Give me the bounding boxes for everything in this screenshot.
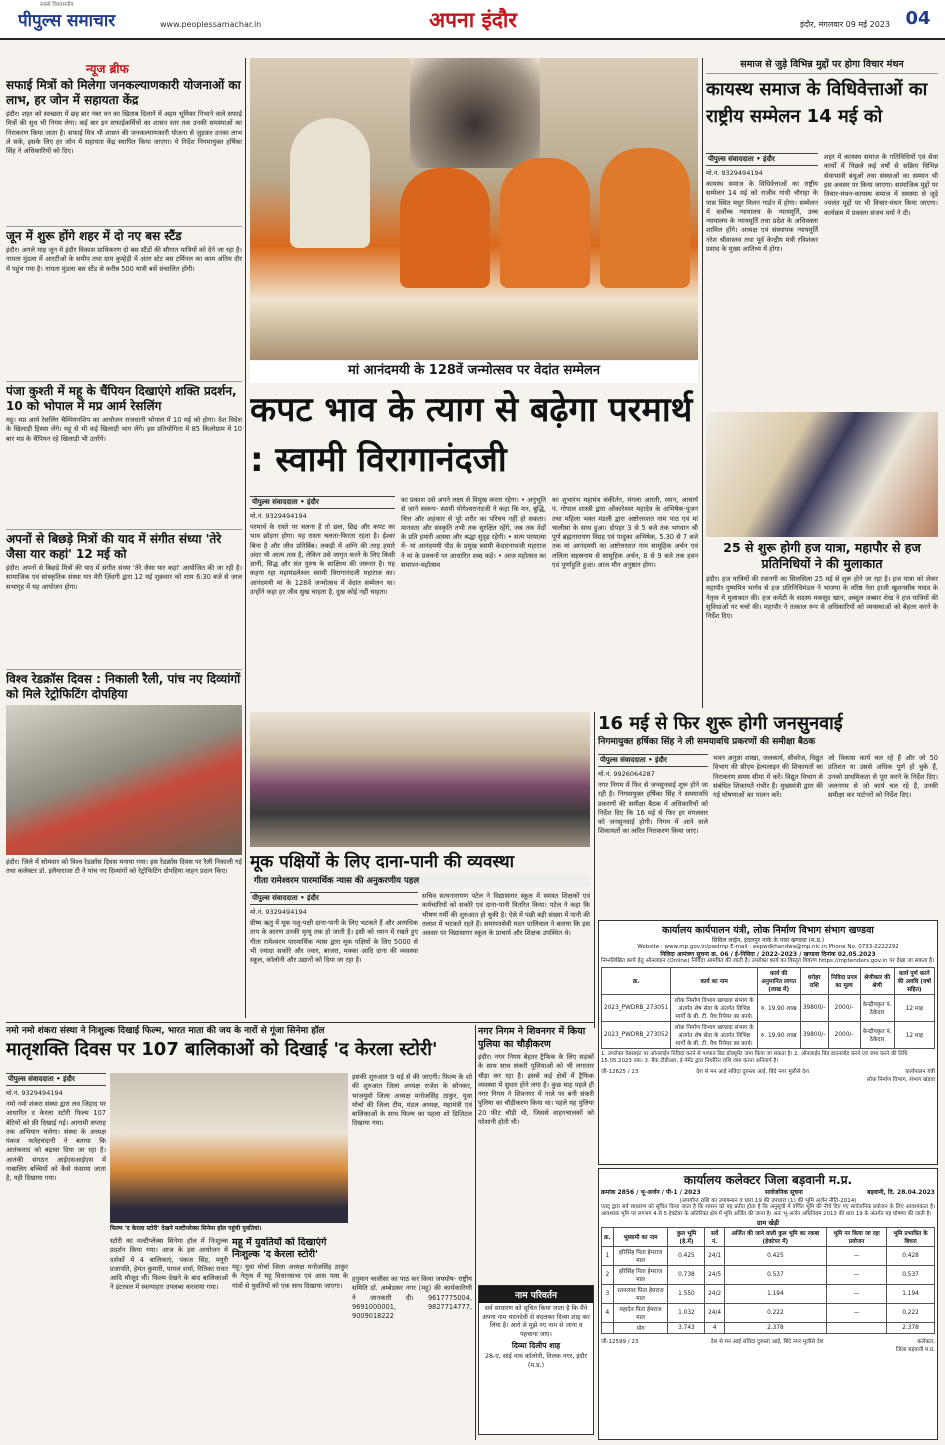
reporter-mobile: मो.नं. 9329494194 xyxy=(6,1089,63,1097)
byline: पीपुल्स संवाददाता • इंदौर xyxy=(598,754,708,767)
website[interactable]: www.peoplessamachar.in xyxy=(160,20,262,29)
haj-body: इंदौर। हज यात्रियों की रवानगी का सिलसिला 25 मई से शुरू होने जा रहा है। हज यात्रा को लेकर महापौर पुष्यमित्र भार्गव से हज प्रतिनिधिमंडल ने भाजपा के वरिष्ठ नेता हाजी खुशनसीब यादव के नेतृत्व में मुलाकात की। हज कमेटी के सदस्य मकसूद खान, अब्दुल जब्बार शेख ने हज यात्रियों की सुविधाओं पर चर्चा की। महापौर ने तत्काल रूप से अधिकारियों को व्यवस्थाओं को बेहतर करने के निर्देश दिए। xyxy=(706,575,938,621)
pwd-address: सिविल लाईन, इंदलपुर नाके के पास खण्डवा (म.प्र.) xyxy=(711,937,825,944)
culvert-headline: नगर निगम ने शिवनगर में किया पुलिया का चौड़ीकरण xyxy=(478,1026,586,1050)
collector-table xyxy=(601,1227,935,1334)
collector-title: कार्यालय कलेक्टर जिला बड़वानी म.प्र. xyxy=(683,1173,853,1187)
article-column: का शुभारंभ महामंत्र संकीर्तन, मंगला आरती, ध्यान, आचार्य पं. गोपाल शास्त्री द्वारा ओंकारेश्वर महादेव के अभिषेक-पूजन तथा महिला भक्त मंडली द्वारा अष्टोत्तरशत नाम पाठ एवं मां चालीसा के साथ हुआ। दोपहर 3 से 5 बजे तक भगवान श्री पूर्ण ब्रह्मनारायण विग्रह एवं पादुका अभिषेक, 5.30 से 7 बजे तक मां आनंदमयी का अष्टोत्तरशत नाम सामूहिक अर्चन एवं ललिता सहस्रनाम से सामूहिक अर्चन, 8 से 9 बजे तक हवन एवं पूर्णाहुति हुआ। आज मौन अनुष्ठान होगा। xyxy=(552,496,698,570)
brief-item xyxy=(6,381,242,529)
brief-headline: सफाई मित्रों को मिलेगा जनकल्याणकारी योजनाओं का लाभ, हर जोन में सहायता केंद्र xyxy=(6,78,241,107)
news-brief-column xyxy=(6,60,242,1020)
byline: पीपुल्स संवाददाता • इंदौर xyxy=(706,153,818,166)
article-column: सचिव सत्यनारायण पटेल ने विद्यासागर स्कूल में समस्त शिक्षकों एवं कर्मचारियों को सकोरे एवं दाना-पानी वितरित किया। पटेल ने कहा कि भीषण गर्मी की शुरुआत हो चुकी है। ऐसे में पंछी बड़ी संख्या में पानी की तलाश में भटकते रहते हैं। समापनसेवी मदन पालिवाल ने बताया कि इस अवसर पर विद्यासागर स्कूल के प्राचार्य और शिक्षक उपस्थित थे। xyxy=(422,892,590,938)
kerala-kicker: नमो नमो शंकरा संस्था ने निःशुल्क दिखाई फिल्म, भारत माता की जय के नारों से गूंजा सिनेमा हॉल xyxy=(6,1026,325,1036)
table-header: सर्वे नं. xyxy=(705,1228,724,1247)
dateline: इंदौर, मंगलवार 09 मई 2023 xyxy=(800,20,890,29)
article-column: स्टोरी का मल्टीप्लेक्स सिनेमा हॉल में निःशुल्क प्रदर्शन किया गया। आज के इस आयोजन में दर्शकों में 4 बालिकाएं, पंकज सिंह, मयूरी प्रजापति, हेमंत कुमारी, पायल शर्मा, रितिका रावत आदि मौजूद थीं। फिल्म देखने के बाद बालिकाओं ने इंटरवल में स्वल्पाहार उपलब्ध करवाया गया। xyxy=(110,1237,228,1292)
kayastha-kicker: समाज से जुड़े विभिन्न मुद्दों पर होगा विचार मंथन xyxy=(706,58,938,74)
name-change-address: 28-ए, सांई नाथ कॉलोनी, तिलक नगर, इंदौर (म.प्र.) xyxy=(485,1353,587,1369)
ad-signer: कार्यपालन यंत्री लोक निर्माण विभाग, संभाग खंडवा xyxy=(866,1069,935,1083)
haj-photo xyxy=(706,412,938,537)
collector-notice-type: सार्वजनिक सूचना xyxy=(765,1189,803,1196)
name-change-name: दिव्या दिलीप शाह xyxy=(511,1341,561,1350)
culvert-block xyxy=(478,1025,594,1280)
brief-headline: अपनों से बिछड़े मित्रों की याद में संगीत संध्या 'तेरे जैसा यार कहां' 12 मई को xyxy=(6,532,222,561)
table-header: भूमि प्रभावित के बिचरा xyxy=(887,1228,935,1247)
mahu-body: महू। युवा मोर्चा जिला अध्यक्ष मनोजसिंह ठाकुर के नेतृत्व में महू विधानसभा एवं आस पास के गांवों से युवतियों को एक साथ दिखाया जाएगा। xyxy=(232,1263,348,1290)
name-change-ad xyxy=(478,1285,594,1435)
table-header: भूस्वामी का नाम xyxy=(613,1228,668,1247)
name-change-title: नाम परिवर्तन xyxy=(479,1286,593,1303)
kayastha-headline: कायस्थ समाज के विधिवेत्ताओं का राष्ट्रीय सम्मेलन 14 मई को xyxy=(706,79,928,127)
table-header: क्र. xyxy=(602,968,671,995)
saint-figure xyxy=(290,118,370,248)
reporter-mobile: मो.नं. 9329494194 xyxy=(706,169,763,177)
brief-body: इंदौर। जिले में सोमवार को विश्व रेडक्रॉस दिवस मनाया गया। इस रेडक्रॉस दिवस पर रैली निकाली गई तथा कलेक्टर डॉ. इलैयाराजा टी ने पांच नए दिव्यांगों को रेट्रोफिटिंग दोपहिया वाहन प्रदान किए। xyxy=(6,858,242,876)
vedant-article xyxy=(250,496,698,711)
table-header: भूमि पर किया जा रहा प्रयोजन xyxy=(827,1228,887,1247)
pwd-contact: Website : www.mp.gov.in/pwdmp E-mail : eepwdkhandwa@mp.nic.in Phone No. 0733-2222292 xyxy=(637,944,899,950)
table-header: कार्य का नाम xyxy=(671,968,757,995)
reporter-mobile: मो.नं. 9329494194 xyxy=(250,908,307,916)
article-column: कायस्थ समाज के विधिवेत्ताओं का राष्ट्रीय सम्मेलन 14 मई को राजीव गांधी चौराहा के पास स्थित मधुर मिलन गार्डन में होगा। सम्मेलन में सर्वोच्च न्यायालय के न्यायमूर्ति, उच्च न्यायालय के न्यायमूर्ति तथा प्रदेश के अधिवक्ता शामिल होंगे। अध्यक्ष एवं संस्थापक न्यायमूर्ति नरेश श्रीवास्तव तथा पूर्व केन्द्रीय मंत्री रविशंकर प्रसाद के मुख्य आतिथ्य में होगा। xyxy=(706,180,818,254)
jansunwai-block xyxy=(598,712,938,917)
brief-body: महू। मप्र आर्म रेसलिंग चैम्पियनशिप का आयोजन राजधानी भोपाल में 10 मई को होगा। देश विदेश के खिलाड़ी हिस्सा लेंगे। महू से भी कई खिलाड़ी भाग लेंगे। इस प्रतियोगिता में 85 किलोग्राम में 10 बार मप्र के चैंपियन रहे खिलाड़ी भी उतरेंगे। xyxy=(6,416,242,443)
collector-notice-ad xyxy=(598,1168,938,1440)
kerala-photo xyxy=(110,1073,348,1223)
brief-body: इंदौर। शहर को स्वच्छता में छह बार नंबर वन का खिताब दिलाने में अहम भूमिका निभाने वाले सफाई मित्रों की सुध भी निगम लेगा। कई बार इन सफाईकर्मियों का शासन स्तर तक उनकी समस्याओं का निराकरण किया जाता है। सफाई मित्र भी शासन की जनकल्याणकारी योजना से जुड़कर उनका लाभ ले सकें, इसके लिए हर जोन में सहायता केंद्र स्थापित किया जाएगा। ये निर्देश निगमायुक्त हर्षिका सिंह ने अधिकारियों को दिए। xyxy=(6,110,242,156)
byline: पीपुल्स संवाददाता • इंदौर xyxy=(250,496,395,509)
brief-headline: विश्व रेडक्रॉस दिवस : निकाली रैली, पांच नए दिव्यांगों को मिले रेट्रोफिटिंग दोपहिया xyxy=(6,672,241,701)
pwd-tender-ad xyxy=(598,920,938,1165)
brief-headline: पंजा कुश्ती में महू के चैंपियन दिखाएंगे शक्ति प्रदर्शन, 10 को भोपाल में मप्र आर्म रेसलिंग xyxy=(6,384,237,413)
table-row: 2023_PWDRB_273051 लोक निर्माण विभाग खण्डवा संभाग के अंतर्गत शेष सेवा के अंतर्गत विभिन्न मार्गों के बी. टी. पैच रिपेयर का कार्य। रु. 19.90 लाख 39800/- 2000/- केन्द्रीयकृत पं. ठेकेदार 12 माह xyxy=(602,995,935,1022)
saint-figure xyxy=(400,168,490,288)
ad-code: जी-12625 / 23 xyxy=(601,1069,639,1075)
brief-item xyxy=(6,78,242,226)
table-header: धरोहर राशि xyxy=(800,968,828,995)
birds-headline: मूक पक्षियों के लिए दाना-पानी की व्यवस्था xyxy=(250,852,514,872)
byline: पीपुल्स संवाददाता • इंदौर xyxy=(250,892,418,905)
article-column: जो विकास कार्य चल रहे हैं और जो 50 प्रतिशत या उससे अधिक पूर्ण हो चुके हैं, उनको प्राथमिकता से पूरा करने के निर्देश दिए। जलनगम से जो कार्य चल रहे हैं, उनकी समीक्षा कर पार्टनरों को निर्देश दिए। xyxy=(828,754,938,800)
masthead xyxy=(0,0,945,40)
birds-photo xyxy=(250,712,590,847)
birds-block xyxy=(250,850,590,1020)
kayastha-block xyxy=(706,58,938,408)
ad-slogan: देश से मन आई संविदा दुरुस्ता आई, बिंदे नगर मुलीसे देश xyxy=(710,1339,824,1345)
jansunwai-headline: 16 मई से फिर शुरू होगी जनसुनवाई xyxy=(598,713,843,734)
brief-body: इंदौर। अगले माह जून में इंदौर विकास प्राधिकरण दो बस स्टैंडों की सौगात यात्रियों को देने जा रहा है। नायता मुंडला में आरटीओ के समीप तथा ग्राम कुम्हेड़ी में अंतर स्टेट बस टर्मिनल का काम अंतिम दौर में पहुंच गया है। नायता मुंडला बस स्टैंड से करीब 500 यात्री बसें संचालित होंगी। xyxy=(6,246,242,273)
ad-signer: कलेक्टर, जिला बड़वानी म.प्र. xyxy=(895,1339,935,1353)
ad-slogan: देश से मन आई संविदा दुरुस्ता आई, बिंदे नगर मुलीसे देश xyxy=(696,1069,809,1075)
page-number: 04 xyxy=(905,8,931,29)
pwd-table xyxy=(601,967,935,1049)
pwd-notice: निविदा आमंत्रण सूचना क्र. 06 / ई-निविदा / 2022-2023 / खण्डवा दिनांक 02.05.2023 xyxy=(660,951,876,958)
ad-code: जी-12599 / 23 xyxy=(601,1339,639,1345)
reporter-mobile: मो.नं. 9329494194 xyxy=(250,512,307,520)
table-header: कुल भूमि (हे.में) xyxy=(668,1228,705,1247)
brief-item xyxy=(6,226,242,381)
kerala-contacts: हनुमान चालीसा का पाठ कर किया जयघोष- राष्ट्रीय समिति डॉ. अम्बेडकर नगर (महू) की कार्यकारिणी ने जानकारी दी। 9617775004, 9691000001, 9827714777, 9009018222 xyxy=(352,1275,472,1321)
brief-body: इंदौर। अपनों से बिछड़े मित्रों की याद में संगीत संध्या 'तेरे जैसा यार कहां' आयोजित की जा रही है। सामाजिक एवं सांस्कृतिक संस्था यार मेरी ज़िंदगी द्वारा 12 मई शुक्रवार को शाम 6:30 बजे से जाल सभागृह में यह आयोजन होगा। xyxy=(6,564,242,591)
redcross-photo xyxy=(6,705,242,855)
collector-body: एतद् द्वारा सर्व साधारण को सूचित किया जाता है कि शासन को यह प्रतीत होता है कि अनुसूची में वर्णित भूमि की नीचे दिए गए सार्वजनिक प्रयोजन के लिए आवश्यकता है। आवश्यक भूमि पर लगभग 4 से 5 हेक्टेयर के अतिरिक्त क्षेत्र में भूमि अर्जित की जाना है। अतः भू-अर्जन अधिनियम 2013 की धारा 19 के अंतर्गत यह घोषणा की जाती है। xyxy=(601,1204,935,1217)
table-header: श्रेणीकार की श्रेणी xyxy=(860,968,894,995)
table-row: 4 महादेव पिता हेमराज माल 1.032 24/4 0.222 — 0.222 xyxy=(602,1304,935,1323)
news-brief-label: न्यूज ब्रीफ xyxy=(86,62,129,76)
collector-refno: क्रमांक 2856 / भू-अर्जन / पी-1 / 2023 xyxy=(601,1189,701,1196)
birds-subhead: गीता रामेश्वरम पारमार्थिक न्यास की अनुकरणीय पहल xyxy=(250,874,590,887)
haj-headline: 25 से शुरू होगी हज यात्रा, महापौर से हज प्रतिनिधियों ने की मुलाकात xyxy=(723,540,921,571)
table-header: अर्जित की जाने वाली कुल भूमि का रकबा (हेक्टेयर में) xyxy=(724,1228,826,1247)
haj-block xyxy=(706,540,938,710)
table-header: क्र. xyxy=(602,1228,614,1247)
collector-subtitle: (अपर्याप्त राशि का उपाबन्धन व धारा 19 की उपधारा (1) की भूमि अर्जन नीति-2014) xyxy=(679,1198,857,1204)
byline: पीपुल्स संवाददाता • इंदौर xyxy=(6,1073,106,1086)
article-column: नमो नमो शंकरा संस्था द्वारा लव जिहाद पर आधारित द केरला स्टोरी फिल्म 107 बेटियों को फ्री दिखाई गई। आगामी सप्ताह तक अभियान चलेगा। संस्था के अध्यक्ष पंकज फतेहचंदानी ने बताया कि आतंकवाद को बढ़ावा दिया जा रहा है। आतंकी संगठन आईएसआईएस में नाबालिग बच्चियों को कैसे फंसाया जाता है, यही दिखाया गया। xyxy=(6,1100,106,1183)
jansunwai-subhead: निगमायुक्त हर्षिका सिंह ने ली समयावधि प्रकरणों की समीक्षा बैठक xyxy=(598,737,816,747)
table-header: कार्य की अनुमानित लागत (लाख में) xyxy=(757,968,800,995)
article-column: इसकी शुरुआत 9 मई से की जाएगी। फिल्म के शो की शुरुआत जिला अध्यक्ष राजेश के सोनकर, भाजयुमो जिला अध्यक्ष मनोजसिंह ठाकुर, युवा मोर्चा की जिला टीम, मंडल अध्यक्ष, महामंत्री एवं बालिकाओं के साथ फिल्म का पहला शो डिजिटल दिखाया गया। xyxy=(352,1073,472,1128)
section-title: अपना इंदौर xyxy=(429,8,517,32)
brand-logo: पीपुल्स समाचार xyxy=(18,11,116,31)
portrait-frame xyxy=(410,58,540,168)
brand-tagline: सबसे विश्वसनीय xyxy=(40,2,74,8)
culvert-body: इंदौर। नगर निगम बेहतर ट्रैफिक के लिए सड़कों के साथ साथ संकरी पुलियाओं को भी लगातार चौड़ा कर रहा है। इससे कई क्षेत्रों में ट्रैफिक व्यवस्था में सुधार होने लगा है। कुछ माह पहले ही नगर निगम ने शिवनगर में नाले पर बनी संकरी पुलिया का चौड़ीकरण किया था। पहले यह पुलिया 20 फीट चौड़ी थी, जिससे वाहनचालकों को परेशानी होती थी। xyxy=(478,1053,594,1127)
collector-village: ग्राम खेड़ी xyxy=(757,1219,779,1227)
kerala-photo-caption: फिल्म 'द केरला स्टोरी' देखने मल्टीप्लेक्स सिनेमा हॉल पहुंची युवतियां। xyxy=(110,1225,262,1232)
article-column: भवन अनुज्ञा शाखा, जलकार्य, सीवरेज, विद्युत विभाग की सीएम हेल्पलाइन की शिकायतों का निराकरण समय सीमा में करें। विद्युत विभाग से संबंधित शिकायतें गंभीर हैं। मुख्यमंत्री द्वारा की गई घोषणाओं का पालन करें। xyxy=(713,754,823,800)
article-column: ग्रीष्म ऋतु में मूक पशु-पक्षी दाना-पानी के लिए भटकते हैं और अत्यधिक ताप के कारण उनकी मृत्यु तक हो जाती है। इसी को ध्यान में रखते हुए गीता रामेश्वरम पारमार्थिक न्यास द्वारा मूक पक्षियों के लिए 5000 से भी ज्यादा सकोरे और ज्वार, बाजरा, मक्का आदि दाना की व्यवस्था स्कूल, कॉलोनी और उद्यानों को दिया जा रहा है। xyxy=(250,919,418,965)
brief-headline: जून में शुरू होंगे शहर में दो नए बस स्टैंड xyxy=(6,229,182,243)
brief-item xyxy=(6,529,242,669)
article-column: शहर में कायस्थ समाज के गतिविधियों एवं सेवा कार्यों में पिछले कई वर्षों से सक्रिय विभिन्न सेवाभावी बंधुओं तथा संस्थाओं का सम्मान भी इस अवसर पर किया जाएगा। सामाजिक मुद्दों पर विचार-मंथन-कायस्थ समाज में समस्या से जुड़े ज्वलंत मुद्दों पर भी विचार-मंथन किया जाएगा। कार्यक्रम में प्रवक्ता संजय वर्मा ने दी। xyxy=(824,153,938,217)
vedant-photo xyxy=(250,58,698,360)
table-row: योग 3.743 4 2.378 2.378 xyxy=(602,1323,935,1334)
pwd-intro: निम्नलिखित कार्य हेतु ऑनलाइन (Online) निविदा आमंत्रित की जाती है। उपरोक्त कार्य का विस्तृत विवरण https://mptenders.gov.in पर देखा जा सकता है। xyxy=(601,958,935,964)
table-row: 1 हरिसिंह पिता हेमराज माल 0.425 24/1 0.425 — 0.428 xyxy=(602,1247,935,1266)
name-change-body: सर्व साधारण को सूचित किया जाता है कि मैंने अपना नाम चंदनदेवी से बदलकर दिव्या शाह कर लिया है। आगे से मुझे नए नाम से जाना व पहचाना जाए। xyxy=(482,1305,590,1338)
table-header: निविदा प्रपत्र का मूल्य xyxy=(828,968,860,995)
saint-figure xyxy=(600,148,690,288)
pwd-notes: 1. उपरोक्त वेबसाइट पर ऑनलाईन निविदा करने से पश्चात बिड डॉक्यूमेंट जमा किया जा सकता है। 2. ऑनलाईन बिड डाउनलोड करने एवं जमा करने की तिथि 15.05.2023 तक। 3. बैंक टीडीआर, ई-पेमेंट द्वारा निर्धारित राशि जमा करना अनिवार्य है। xyxy=(601,1051,908,1064)
table-header: कार्य पूर्ण करने की अवधि (वर्षा सहित) xyxy=(894,968,934,995)
pwd-title: कार्यालय कार्यपालन यंत्री, लोक निर्माण विभाग संभाग खण्डवा xyxy=(662,925,874,936)
mahu-headline: महू में युवतियों को दिखाएंगे निःशुल्क 'द केरला स्टोरी' xyxy=(232,1237,327,1260)
reporter-mobile: मो.नं. 9926064287 xyxy=(598,770,655,778)
article-column: परमार्थ के रास्ते पर चलना है तो छल, छिद्र और कपट का भाव छोड़ना होगा। यह रास्ता चलता-फिरता रहता है। ईश्वर बिना है और जीव प्रतिबिंब। लकड़ी में अग्नि की तरह हमारे अंदर भी आत्म तत्व है, लेकिन उसे जागृत करने के लिए किसी ज्ञानी, सिद्ध और संत पुरुष के साक्षिध्य की जरूरत है। यह कहना रहा महामंडलेश्वर स्वामी विरागानंदजी महाराज का। आनंदमयी मां के 128वें जन्मोत्सव में वेदांत सम्मेलन था। उन्होंने कहा हर जीव सुख चाहता है, दुख कोई नहीं चाहता। xyxy=(250,523,395,597)
collector-date: बड़वानी, दि. 28.04.2023 xyxy=(867,1189,935,1196)
vedant-headline: कपट भाव के त्याग से बढ़ेगा परमार्थ : स्वामी विरागानंदजी xyxy=(250,390,693,480)
kerala-headline: मातृशक्ति दिवस पर 107 बालिकाओं को दिखाई 'द केरला स्टोरी' xyxy=(6,1039,438,1060)
saint-figure xyxy=(500,158,590,288)
vedant-caption: मां आनंदमयी के 128वें जन्मोत्सव पर वेदांत सम्मेलन xyxy=(250,361,698,383)
table-row: 2023_PWDRB_273052 लोक निर्माण विभाग खण्डवा संभाग के अंतर्गत शेष सेवा के अंतर्गत विभिन्न मार्गों के बी. टी. पैच रिपेयर का कार्य। रु. 19.90 लाख 39800/- 2000/- केन्द्रीयकृत पं. ठेकेदार 12 माह xyxy=(602,1022,935,1049)
table-row: 2 हरिसिंह पिता हेमराज माल 0.738 24/5 0.537 — 0.537 xyxy=(602,1266,935,1285)
article-column: का प्रकाश उसे अपने लक्ष्य से विमुख करता रहेगा। • अनुभूति से जाने स्वरूप- स्वामी योगेश्वरानंदजी ने कहा कि मन, बुद्धि, चित्त और अहंकार से पूरे शरीर का परिचय नहीं हो सकता। मानवता और संस्कृति तभी तक सुरक्षित रहेंगे, जब तक वेदों के प्रति हमारी आस्था और श्रद्धा सुदृढ़ रहेगी। • सत्य परमात्मा में- मां आनंदमयी पीठ के प्रमुख स्वामी केदारनाथजी महाराज ने मां के प्रवचनों पर आधारित शब्द कहे। • आज महोत्सव का समापन-महोत्सव xyxy=(401,496,546,570)
kerala-block xyxy=(6,1025,472,1440)
brief-item xyxy=(6,669,242,999)
article-column: नगर निगम में फिर से जनसुनवाई शुरू होने जा रही है। निगमायुक्त हर्षिका सिंह ने समयावधि प्रकरणों की समीक्षा बैठक में अधिकारियों को निर्देश दिए कि 16 मई से फिर हर मंगलवार को जनसुनवाई होगी। निगम में आने वाले शिकायतों का त्वरित निराकरण किया जाए। xyxy=(598,781,708,836)
table-row: 3 रतनलाल पिता हेमराज माल 1.550 24/2 1.194 — 1.194 xyxy=(602,1285,935,1304)
